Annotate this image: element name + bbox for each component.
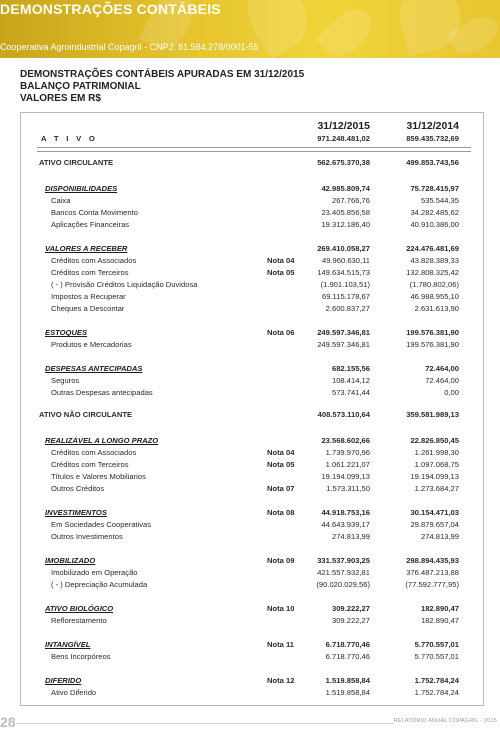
table-row [21, 279, 483, 291]
table-row [21, 579, 483, 591]
row-label: INTANGÍVEL [45, 640, 91, 649]
row-value-2014: 182.890,47 [420, 604, 459, 613]
row-value-2014: 1.261.998,30 [414, 448, 459, 457]
column-header-2015: 31/12/2015 [317, 120, 370, 132]
header-rule [37, 147, 471, 148]
row-label: Seguros [51, 376, 80, 385]
row-label: Bancos Conta Movimento [51, 208, 138, 217]
row-value-2015: (90.020.029,56) [316, 580, 370, 589]
table-row [21, 157, 483, 169]
row-value-2015: 49.960.630,11 [322, 256, 370, 265]
row-value-2015: 69.115.178,67 [322, 292, 370, 301]
row-value-2015: 2.600.837,27 [325, 304, 370, 313]
heading-line-3: VALORES EM R$ [20, 93, 101, 104]
table-row [21, 183, 483, 195]
row-value-2014: 199.576.381,90 [406, 328, 459, 337]
table-row [21, 567, 483, 579]
row-value-2015: 267.766,76 [331, 196, 370, 205]
table-row [21, 339, 483, 351]
row-value-2015: 249.597.346,81 [317, 328, 370, 337]
row-label: Cheques a Descontar [51, 304, 125, 313]
table-row [21, 435, 483, 447]
row-value-2015: 331.537.903,25 [317, 556, 370, 565]
row-value-2015: 23.568.602,66 [321, 436, 370, 445]
row-value-2014: 43.828.389,33 [410, 256, 459, 265]
row-label: Reflorestamento [51, 616, 107, 625]
row-value-2015: 42.985.809,74 [321, 184, 370, 193]
row-value-2014: 274.813,99 [420, 532, 459, 541]
row-value-2014: 1.752.784,24 [414, 676, 459, 685]
row-label: ATIVO CIRCULANTE [39, 158, 114, 167]
row-value-2014: 1.097.068,75 [414, 460, 459, 469]
row-label: Outras Despesas antecipadas [51, 388, 153, 397]
heading-line-1: DEMONSTRAÇÕES CONTÁBEIS APURADAS EM 31/12/2015 [20, 69, 305, 80]
row-label: Caixa [51, 196, 71, 205]
footer-rule [16, 723, 394, 724]
row-value-2014: 40.910.386,00 [410, 220, 459, 229]
table-row [21, 471, 483, 483]
row-value-2014: 359.581.989,13 [406, 410, 459, 419]
row-label: Créditos com Associados [51, 256, 137, 265]
table-row [21, 615, 483, 627]
table-row [21, 243, 483, 255]
page-number: 28 [0, 714, 16, 730]
banner-subtitle: Cooperativa Agroindustrial Copagril - CNPJ: 81.584.278/0001-55 [0, 42, 259, 52]
row-value-2014: 46.988.955,10 [410, 292, 459, 301]
row-label: ESTOQUES [45, 328, 88, 337]
row-label: ATIVO NÃO CIRCULANTE [39, 410, 133, 419]
row-value-2014: 298.894.435,93 [406, 556, 459, 565]
balance-sheet-table [20, 112, 484, 706]
row-label: DIFERIDO [45, 676, 82, 685]
row-label: ( - ) Depreciação Acumulada [51, 580, 148, 589]
table-row [21, 219, 483, 231]
row-value-2015: 682.155,56 [331, 364, 370, 373]
row-value-2014: 1.752.784,24 [414, 688, 459, 697]
row-value-2014: 182.890,47 [420, 616, 459, 625]
row-value-2014: 30.154.471,03 [410, 508, 459, 517]
row-label: IMOBILIZADO [45, 556, 96, 565]
table-row [21, 651, 483, 663]
row-label: Títulos e Valores Mobiliarios [51, 472, 146, 481]
table-row [21, 133, 483, 145]
row-value-2014: 224.476.481,69 [406, 244, 459, 253]
row-value-2014: 2.631.613,90 [414, 304, 459, 313]
row-note: Nota 09 [267, 556, 295, 565]
row-label: Créditos com Terceiros [51, 268, 129, 277]
row-label: A T I V O [41, 134, 98, 143]
table-row [21, 531, 483, 543]
row-label: DESPESAS ANTECIPADAS [45, 364, 143, 373]
banner-title: DEMONSTRAÇÕES CONTÁBEIS [0, 1, 221, 17]
row-value-2015: 269.410.058,27 [317, 244, 370, 253]
row-label: ATIVO BIOLÓGICO [45, 604, 114, 613]
row-value-2015: 1.739.970,96 [325, 448, 370, 457]
table-row [21, 603, 483, 615]
row-value-2014: 1.273.684,27 [414, 484, 459, 493]
row-value-2015: 1.061.221,07 [325, 460, 370, 469]
table-row [21, 687, 483, 699]
row-label: Imobilizado em Operação [51, 568, 138, 577]
column-header-2014: 31/12/2014 [406, 120, 459, 132]
table-row [21, 363, 483, 375]
row-label: Outros Investimentos [51, 532, 123, 541]
row-value-2015: 1.519.858,84 [325, 676, 370, 685]
row-value-2014: 72.464,00 [425, 376, 459, 385]
table-row [21, 409, 483, 421]
row-value-2015: 108.414,12 [331, 376, 370, 385]
row-note: Nota 04 [267, 256, 295, 265]
row-value-2014: 75.728.415,97 [410, 184, 459, 193]
statement-heading [20, 69, 304, 105]
row-value-2014: 199.576.381,90 [406, 340, 459, 349]
row-note: Nota 05 [267, 268, 295, 277]
table-row [21, 507, 483, 519]
row-value-2014: 499.853.743,56 [406, 158, 459, 167]
row-label: Créditos com Associados [51, 448, 137, 457]
row-label: Outros Créditos [51, 484, 105, 493]
row-note: Nota 06 [267, 328, 295, 337]
row-label: INVESTIMENTOS [45, 508, 107, 517]
row-value-2015: 309.222,27 [331, 604, 370, 613]
row-label: Créditos com Terceiros [51, 460, 129, 469]
row-value-2015: 274.813,99 [331, 532, 370, 541]
row-value-2014: 72.464,00 [425, 364, 459, 373]
table-row [21, 375, 483, 387]
header-banner [0, 0, 500, 58]
table-row [21, 639, 483, 651]
row-note: Nota 11 [267, 640, 295, 649]
table-row [21, 255, 483, 267]
row-value-2015: 421.557.932,81 [317, 568, 370, 577]
table-row [21, 327, 483, 339]
row-value-2015: 249.597.346,81 [317, 340, 370, 349]
row-value-2015: 408.573.110,64 [317, 410, 370, 419]
row-value-2015: 309.222,27 [331, 616, 370, 625]
row-value-2014: 132.808.325,42 [406, 268, 459, 277]
table-row [21, 447, 483, 459]
row-value-2015: 6.718.770,46 [325, 652, 370, 661]
total-rule [37, 151, 471, 152]
row-value-2015: 44.643.939,17 [321, 520, 370, 529]
row-label: ( - ) Provisão Créditos Liquidação Duvidosa [51, 280, 198, 289]
row-value-2015: 562.675.370,38 [317, 158, 370, 167]
footer-report-name: RELATÓRIO ANUAL COPAGRIL - 2015 [393, 718, 497, 724]
row-value-2015: (1.901.103,51) [320, 280, 370, 289]
table-row [21, 195, 483, 207]
row-value-2014: 535.544,35 [420, 196, 459, 205]
row-value-2015: 19.194.099,13 [321, 472, 370, 481]
row-note: Nota 05 [267, 460, 295, 469]
row-value-2014: 859.435.732,69 [406, 134, 459, 143]
table-row [21, 519, 483, 531]
row-label: REALIZÁVEL A LONGO PRAZO [45, 436, 159, 445]
row-label: Ativo Diferido [51, 688, 97, 697]
row-label: Em Sociedades Cooperativas [51, 520, 152, 529]
row-note: Nota 08 [267, 508, 295, 517]
row-value-2015: 1.573.311,50 [326, 484, 370, 493]
row-label: DISPONIBILIDADES [45, 184, 118, 193]
row-value-2015: 6.718.770,46 [325, 640, 370, 649]
row-note: Nota 04 [267, 448, 295, 457]
row-value-2014: 19.194.099,13 [410, 472, 459, 481]
row-value-2015: 149.634.515,73 [317, 268, 370, 277]
row-value-2015: 44.918.753,16 [321, 508, 370, 517]
table-row [21, 483, 483, 495]
row-label: Aplicações Financeiras [51, 220, 130, 229]
row-label: Produtos e Mercadorias [51, 340, 132, 349]
row-value-2015: 19.312.186,40 [321, 220, 370, 229]
table-row [21, 555, 483, 567]
row-value-2014: (1.780.802,06) [409, 280, 459, 289]
row-value-2014: (77.592.777,95) [405, 580, 459, 589]
table-row [21, 291, 483, 303]
heading-line-2: BALANÇO PATRIMONIAL [20, 81, 141, 92]
table-row [21, 207, 483, 219]
row-label: Impostos a Recuperar [51, 292, 126, 301]
row-note: Nota 10 [267, 604, 295, 613]
table-row [21, 387, 483, 399]
row-label: VALORES A RECEBER [45, 244, 128, 253]
row-value-2014: 22.826.850,45 [410, 436, 459, 445]
table-row [21, 303, 483, 315]
row-value-2014: 0,00 [444, 388, 459, 397]
row-value-2014: 34.282.485,62 [410, 208, 459, 217]
row-value-2015: 971.248.481,02 [317, 134, 370, 143]
table-row [21, 675, 483, 687]
row-value-2015: 573.741,44 [331, 388, 370, 397]
row-value-2014: 5.770.557,01 [414, 652, 459, 661]
row-value-2015: 23.405.856,58 [321, 208, 370, 217]
table-row [21, 267, 483, 279]
row-value-2014: 376.487.213,88 [406, 568, 459, 577]
row-value-2014: 5.770.557,01 [414, 640, 459, 649]
row-note: Nota 07 [267, 484, 295, 493]
row-value-2015: 1.519.858,84 [325, 688, 370, 697]
row-value-2014: 29.879.657,04 [410, 520, 459, 529]
row-note: Nota 12 [267, 676, 295, 685]
row-label: Bens Incorpóreos [51, 652, 111, 661]
table-row [21, 459, 483, 471]
